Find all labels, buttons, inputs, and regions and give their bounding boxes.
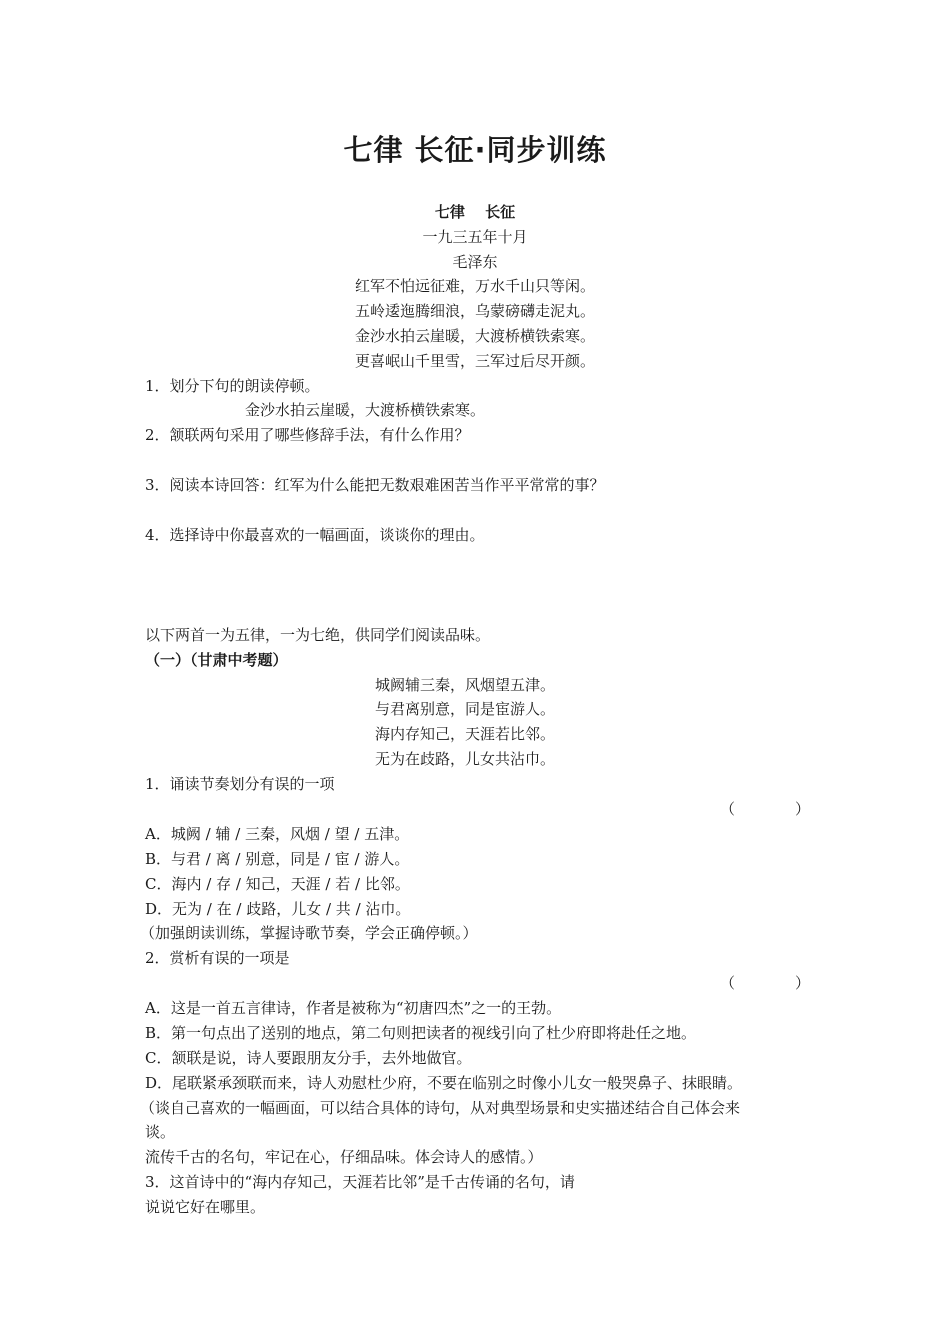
option-b: B．第一句点出了送别的地点，第二句则把读者的视线引向了杜少府即将赴任之地。 xyxy=(145,1024,697,1042)
option-a: A．城阙 / 辅 / 三秦，风烟 / 望 / 五津。 xyxy=(145,825,410,843)
option-d: D．尾联紧承颈联而来，诗人劝慰杜少府，不要在临别之时像小儿女一般哭鼻子、抹眼睛。 xyxy=(145,1074,743,1092)
exercise-2-note: （谈自己喜欢的一幅画面，可以结合具体的诗句，从对典型场景和史实描述结合自己体会来 xyxy=(140,1099,741,1117)
poem-line: 五岭逶迤腾细浪，乌蒙磅礴走泥丸。 xyxy=(354,302,595,320)
extra-poem-line: 海内存知己，天涯若比邻。 xyxy=(375,725,556,743)
poem-heading: 七律 长征 xyxy=(434,203,516,221)
question-1-sentence: 金沙水拍云崖暖，大渡桥横铁索寒。 xyxy=(245,401,486,419)
extra-poem-line: 与君离别意，同是宦游人。 xyxy=(375,700,556,718)
exercise-2-note: 谈。 xyxy=(145,1123,176,1141)
option-a: A．这是一首五言律诗，作者是被称为“初唐四杰”之一的王勃。 xyxy=(145,999,562,1017)
extra-intro: 以下两首一为五律，一为七绝，供同学们阅读品味。 xyxy=(145,626,491,644)
extra-poem-line: 城阙辅三秦，风烟望五津。 xyxy=(375,676,556,694)
question-4: 4．选择诗中你最喜欢的一幅画面，谈谈你的理由。 xyxy=(145,526,485,544)
answer-blank: （ ） xyxy=(720,800,811,818)
extra-poem-line: 无为在歧路，儿女共沾巾。 xyxy=(375,750,556,768)
exercise-2-stem: 2．赏析有误的一项是 xyxy=(145,949,290,967)
exercise-1-stem: 1．诵读节奏划分有误的一项 xyxy=(145,775,335,793)
question-2: 2．颔联两句采用了哪些修辞手法，有什么作用？ xyxy=(145,426,470,444)
option-d: D．无为 / 在 / 歧路，儿女 / 共 / 沾巾。 xyxy=(145,900,411,918)
section-label: （一）（甘肃中考题） xyxy=(145,651,288,669)
option-b: B．与君 / 离 / 别意，同是 / 宦 / 游人。 xyxy=(145,850,410,868)
page-title: 七律 长征·同步训练 xyxy=(343,133,607,167)
exercise-3: 3．这首诗中的“海内存知己，天涯若比邻”是千古传诵的名句，请 xyxy=(145,1173,575,1191)
poem-date: 一九三五年十月 xyxy=(422,228,528,246)
poem-line: 红军不怕远征难，万水千山只等闲。 xyxy=(354,277,595,295)
poem-line: 更喜岷山千里雪，三军过后尽开颜。 xyxy=(354,352,595,370)
exercise-2-note: 流传千古的名句，牢记在心，仔细品味。体会诗人的感情。） xyxy=(145,1148,543,1166)
option-c: C．颔联是说，诗人要跟朋友分手，去外地做官。 xyxy=(145,1049,472,1067)
question-1: 1．划分下句的朗读停顿。 xyxy=(145,377,320,395)
answer-blank: （ ） xyxy=(720,974,811,992)
exercise-3: 说说它好在哪里。 xyxy=(145,1198,266,1216)
exercise-1-note: （加强朗读训练，掌握诗歌节奏，学会正确停顿。） xyxy=(140,924,478,942)
option-c: C．海内 / 存 / 知己，天涯 / 若 / 比邻。 xyxy=(145,875,410,893)
poem-author: 毛泽东 xyxy=(452,253,498,271)
question-3: 3．阅读本诗回答：红军为什么能把无数艰难困苦当作平平常常的事？ xyxy=(145,476,605,494)
poem-line: 金沙水拍云崖暖，大渡桥横铁索寒。 xyxy=(354,327,595,345)
